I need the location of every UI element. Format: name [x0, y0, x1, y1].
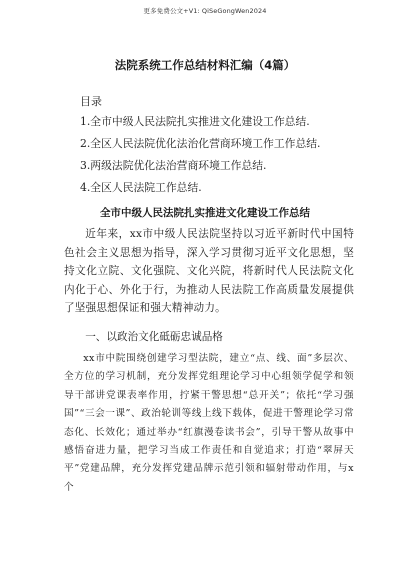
table-of-contents [80, 113, 390, 201]
toc-item-2[interactable]: 2.全区人民法院优化法治化营商环境工作工作总结. [80, 137, 321, 150]
section-title: 全市中级人民法院扎实推进文化建设工作总结 [100, 207, 310, 219]
toc-item-3[interactable]: 3.两级法院优化法治营商环境工作总结. [80, 159, 267, 172]
toc-item-4[interactable]: 4.全区人民法院工作总结. [80, 181, 202, 194]
document-title: 法院系统工作总结材料汇编（4篇） [114, 58, 296, 72]
header-note: 更多免费公文+V1: QiSeGongWen2024 [143, 7, 267, 15]
body-paragraph-2: xx市中院围绕创建学习型法院，建立“点、线、面”多层次、全方位的学习机制，充分发挥党组理论学习中心组领学促学和领导干部讲党课表率作用，拧紧干警思想“总开关”；依托“学习强国”“三会一课”、政治轮训等线上线下载体，促进干警理论学习常态化、长效化；通过举办“红旗漫卷读书会”，引导干警从故事中感悟奋进力量，把学习当成工作责任和自觉追求；打造“翠屏天平”党建品牌，充分发挥党建品牌示范引领和辐射带动作用，与x个 [64, 353, 354, 493]
toc-item-1[interactable]: 1.全市中级人民法院扎实推进文化建设工作总结. [80, 115, 310, 128]
body-paragraph-1: 近年来，xx市中级人民法院坚持以习近平新时代中国特色社会主义思想为指导，深入学习贯彻习近平文化思想，坚持文化立院、文化强院、文化兴院，将新时代人民法院文化内化于心、外化于行，为推动人民法院工作高质量发展提供了坚强思想保证和强大精神动力。 [64, 228, 354, 315]
sub-heading: 一、以政治文化砥砺忠诚品格 [85, 331, 223, 343]
toc-heading: 目录 [80, 95, 102, 108]
